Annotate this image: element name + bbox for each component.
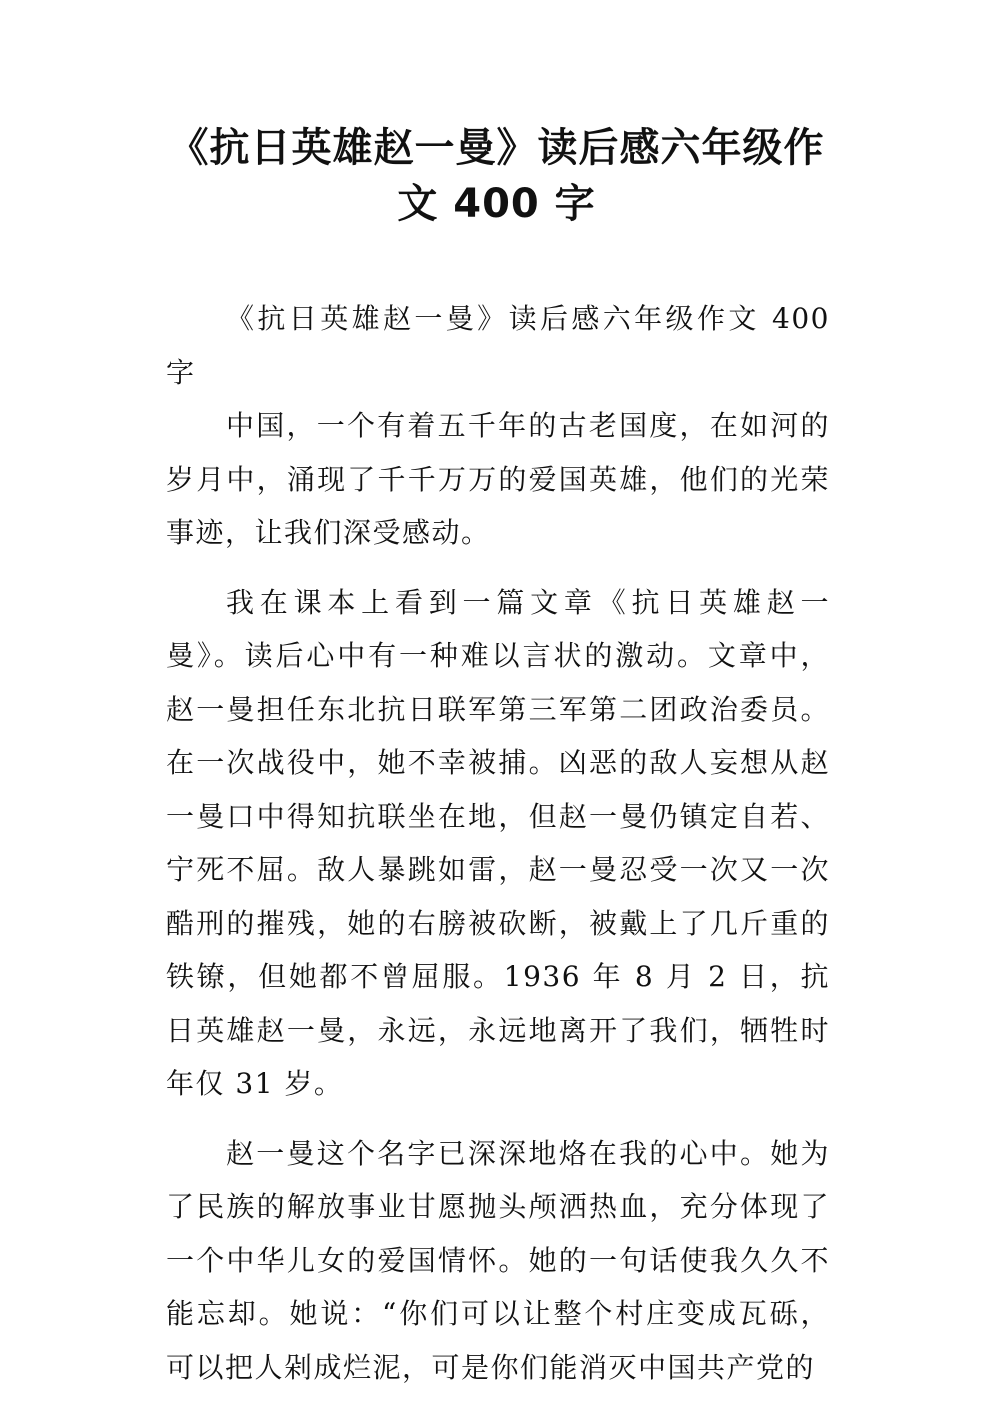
paragraph-3: 赵一曼这个名字已深深地烙在我的心中。她为了民族的解放事业甘愿抛头颅洒热血，充分体现了一个中华儿女的爱国情怀。她的一句话使我久久不能忘却。她说：“你们可以让整个村庄变成瓦砾，可以把人剁成烂泥，可是你们能消灭中国共产党的: [166, 1136, 830, 1384]
title-line-1: 《抗日英雄赵一曼》读后感六年级作: [168, 125, 825, 171]
paragraph-2: 我在课本上看到一篇文章《抗日英雄赵一曼》。读后心中有一种难以言状的激动。文章中，赵一曼担任东北抗日联军第三军第二团政治委员。在一次战役中，她不幸被捕。凶恶的敌人妄想从赵一曼口中得知抗联坐在地，但赵一曼仍镇定自若、宁死不屈。敌人暴跳如雷，赵一曼忍受一次又一次酷刑的摧残，她的右膀被砍断，被戴上了几斤重的铁镣，但她都不曾屈服。1936 年 8 月 2 日，抗日英雄赵一曼，永远，永远地离开了我们，牺牲时年仅 31 岁。: [166, 585, 830, 1100]
document-title: [120, 120, 873, 232]
paragraph-1: 中国，一个有着五千年的古老国度，在如河的岁月中，涌现了千千万万的爱国英雄，他们的光荣事迹，让我们深受感动。: [166, 409, 830, 549]
title-line-2: 文 400 字: [397, 181, 596, 227]
document-body: [166, 292, 830, 1394]
paragraph-heading: 《抗日英雄赵一曼》读后感六年级作文 400 字: [166, 302, 830, 389]
